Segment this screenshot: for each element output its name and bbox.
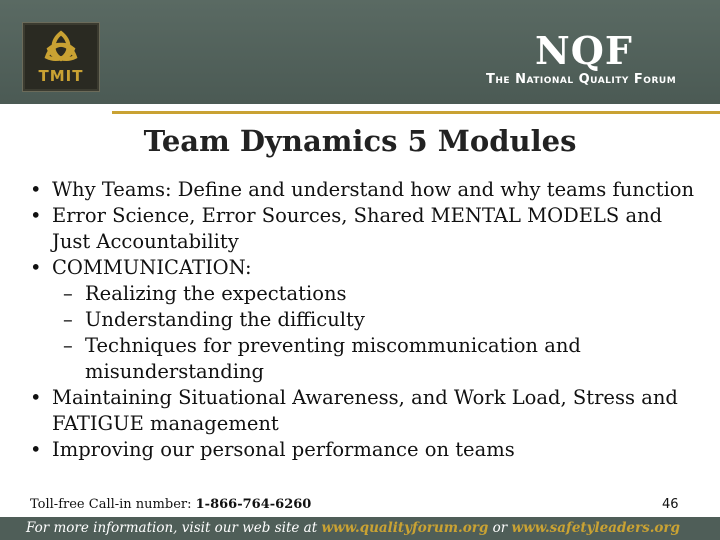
bullet-text: Improving our personal performance on teams — [52, 438, 515, 461]
triquetra-icon — [41, 29, 81, 65]
footer-info: For more information, visit our web site at — [26, 520, 318, 536]
tollfree-number: 1-866-764-6260 — [195, 497, 312, 512]
bullet-item — [30, 255, 700, 281]
brand-subtitle: The National Quality Forum — [486, 72, 677, 87]
bullet-item — [30, 437, 700, 463]
divider — [112, 111, 720, 114]
sub-bullet-item — [30, 307, 700, 333]
sub-bullet-item — [30, 333, 700, 385]
bullet-marker: • — [30, 438, 42, 461]
bullet-marker: • — [30, 204, 42, 227]
logo-text: TMIT — [38, 67, 84, 85]
bullet-text: COMMUNICATION: — [52, 256, 252, 279]
sub-bullet-text: Techniques for preventing miscommunication and misunderstanding — [85, 334, 581, 383]
bullet-text: Why Teams: Define and understand how and why teams function — [52, 178, 695, 201]
bullet-list — [30, 177, 700, 463]
sub-bullet-text: Understanding the difficulty — [85, 308, 365, 331]
bullet-text: Error Science, Error Sources, Shared MENTAL MODELS and Just Accountability — [52, 204, 663, 253]
bullet-item — [30, 385, 700, 437]
brand-name: NQF — [535, 28, 633, 73]
tollfree-label: Toll-free Call-in number: — [30, 497, 192, 512]
slide-title: Team Dynamics 5 Modules — [143, 124, 577, 158]
sub-bullet-marker: – — [63, 308, 73, 331]
bullet-item — [30, 203, 700, 255]
bullet-marker: • — [30, 386, 42, 409]
footer-link-safetyleaders[interactable]: www.safetyleaders.org — [511, 520, 680, 536]
footer-text — [26, 520, 680, 536]
bullet-text: Maintaining Situational Awareness, and Work Load, Stress and FATIGUE management — [52, 386, 678, 435]
page-number: 46 — [662, 497, 679, 512]
sub-bullet-marker: – — [63, 334, 73, 357]
bullet-item — [30, 177, 700, 203]
sub-bullet-item — [30, 281, 700, 307]
tmit-logo — [22, 22, 100, 92]
tollfree-line — [30, 497, 311, 512]
footer-or: or — [492, 520, 508, 536]
bullet-marker: • — [30, 256, 42, 279]
footer-link-qualityforum[interactable]: www.qualityforum.org — [321, 520, 489, 536]
sub-bullet-marker: – — [63, 282, 73, 305]
bullet-marker: • — [30, 178, 42, 201]
sub-bullet-text: Realizing the expectations — [85, 282, 347, 305]
header-banner — [0, 0, 720, 104]
footer-bar — [0, 517, 720, 540]
